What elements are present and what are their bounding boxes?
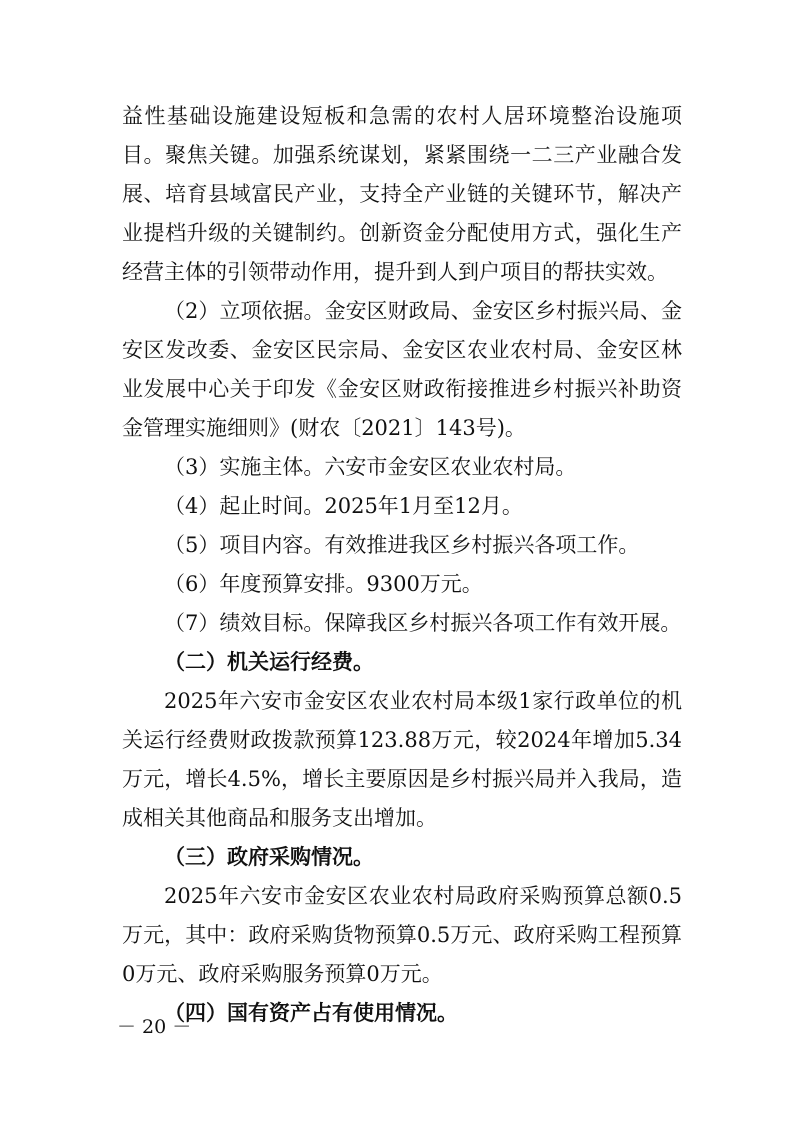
paragraph-procurement: 2025年六安市金安区农业农村局政府采购预算总额0.5万元，其中：政府采购货物预算0.5万元、政府采购工程预算0万元、政府采购服务预算0万元。 [122, 884, 682, 986]
heading-procurement: （三）政府采购情况。 [164, 845, 374, 869]
heading-operating-costs: （二）机关运行经费。 [164, 650, 374, 674]
paragraph-goal: （7）绩效目标。保障我区乡村振兴各项工作有效开展。 [164, 611, 682, 635]
body-text [122, 97, 682, 1033]
paragraph-period: （4）起止时间。2025年1月至12月。 [164, 494, 523, 518]
paragraph-implementer: （3）实施主体。六安市金安区农业农村局。 [164, 455, 577, 479]
paragraph-operating-costs: 2025年六安市金安区农业农村局本级1家行政单位的机关运行经费财政拨款预算123.88万元，较2024年增加5.34万元，增长4.5%，增长主要原因是乡村振兴局并入我局，造成相关其他商品和服务支出增加。 [122, 689, 682, 830]
heading-state-assets: （四）国有资产占有使用情况。 [164, 1001, 458, 1025]
paragraph-continuation: 益性基础设施建设短板和急需的农村人居环境整治设施项目。聚焦关键。加强系统谋划，紧紧围绕一二三产业融合发展、培育县域富民产业，支持全产业链的关键环节，解决产业提档升级的关键制约。创新资金分配使用方式，强化生产经营主体的引领带动作用，提升到人到户项目的帮扶实效。 [122, 104, 682, 284]
paragraph-budget: （6）年度预算安排。9300万元。 [164, 572, 483, 596]
paragraph-basis: （2）立项依据。金安区财政局、金安区乡村振兴局、金安区发改委、金安区民宗局、金安区农业农村局、金安区林业发展中心关于印发《金安区财政衔接推进乡村振兴补助资金管理实施细则》(财农〔2021〕143号)。 [122, 299, 682, 440]
paragraph-content: （5）项目内容。有效推进我区乡村振兴各项工作。 [164, 533, 640, 557]
page-number: － 20 － [117, 1016, 192, 1038]
